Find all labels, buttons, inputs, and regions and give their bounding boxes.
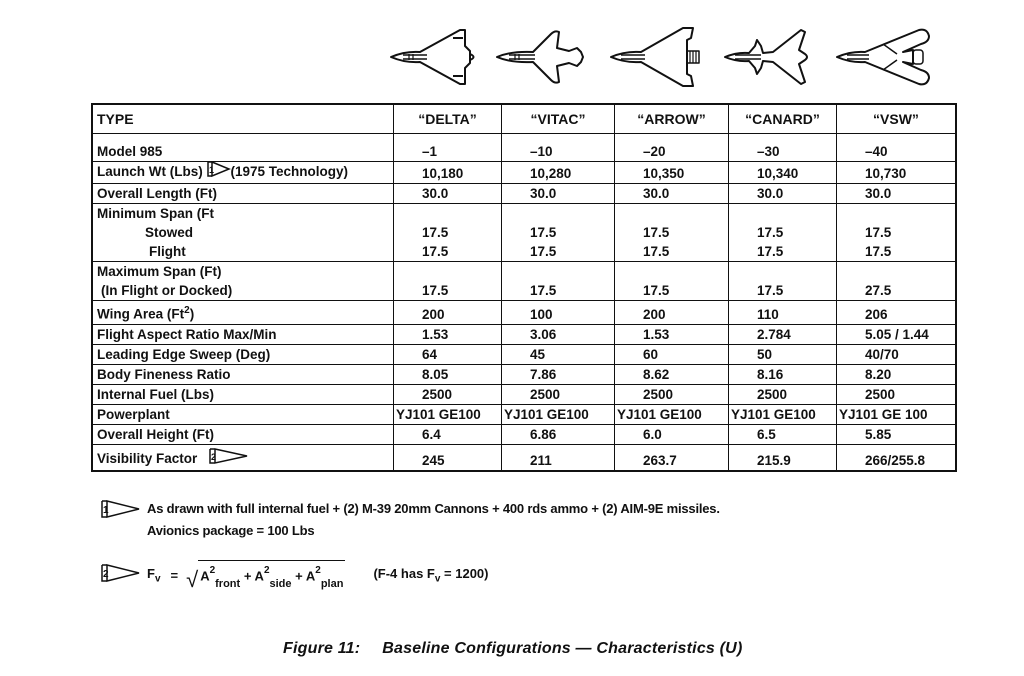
cell: 45 (502, 344, 615, 364)
delta-planform-icon (385, 26, 497, 88)
table-row-wing-area (92, 301, 956, 325)
header-vitac: “VITAC” (502, 104, 615, 134)
cell: YJ101 GE100 (729, 404, 837, 424)
cell: 17.5 17.5 (837, 204, 957, 262)
cell: 5.85 (837, 424, 957, 444)
cell: 8.16 (729, 364, 837, 384)
cell: 6.0 (615, 424, 729, 444)
cell: 206 (837, 301, 957, 325)
note-2-flag-icon (209, 448, 249, 469)
cell: 263.7 (615, 444, 729, 471)
cell: 266/255.8 (837, 444, 957, 471)
note-1-flag-icon (207, 161, 231, 182)
table-header-row (92, 104, 956, 134)
vitac-planform-icon (493, 26, 605, 88)
table-row-launch-wt (92, 162, 956, 184)
cell: 10,180 (394, 162, 502, 184)
row-label: Wing Area (Ft$^2$) (92, 301, 394, 325)
header-type: TYPE (92, 104, 394, 134)
cell: 30.0 (837, 184, 957, 204)
aircraft-planforms (385, 26, 965, 88)
launch-wt-suffix: (1975 Technology) (230, 164, 349, 180)
cell: 200 (615, 301, 729, 325)
cell: 3.06 (502, 324, 615, 344)
svg-text:2: 2 (211, 451, 217, 462)
cell: 8.20 (837, 364, 957, 384)
table-row-le-sweep (92, 344, 956, 364)
vsw-planform-icon (833, 26, 945, 88)
row-label (92, 162, 394, 184)
cell: –10 (502, 134, 615, 162)
radical-sign-icon: √ (186, 566, 199, 592)
cell: 17.5 17.5 (502, 204, 615, 262)
cell: 1.53 (394, 324, 502, 344)
row-label: Overall Length (Ft) (92, 184, 394, 204)
cell: 100 (502, 301, 615, 325)
table-row-powerplant (92, 404, 956, 424)
max-span-sub-label: (In Flight or Docked) (101, 283, 233, 298)
cell: 2500 (394, 384, 502, 404)
svg-text:1: 1 (208, 165, 214, 175)
svg-text:2: 2 (103, 568, 109, 580)
cell: 10,730 (837, 162, 957, 184)
header-delta: “DELTA” (394, 104, 502, 134)
characteristics-table (91, 103, 957, 472)
cell: 245 (394, 444, 502, 471)
header-vsw: “VSW” (837, 104, 957, 134)
cell: 30.0 (394, 184, 502, 204)
f4-comparison: (F-4 has $F_v = 1200$) (373, 566, 489, 585)
table-row-overall-height (92, 424, 956, 444)
cell: 2500 (837, 384, 957, 404)
cell: 6.86 (502, 424, 615, 444)
table-row-model (92, 134, 956, 162)
cell: 6.5 (729, 424, 837, 444)
cell: 215.9 (729, 444, 837, 471)
row-label: Leading Edge Sweep (Deg) (92, 344, 394, 364)
flight-label: Flight (149, 244, 186, 259)
min-span-label: Minimum Span (Ft (97, 206, 214, 221)
cell: 10,340 (729, 162, 837, 184)
cell: 30.0 (615, 184, 729, 204)
cell: 17.5 (394, 262, 502, 301)
cell: 211 (502, 444, 615, 471)
cell: 2.784 (729, 324, 837, 344)
header-canard: “CANARD” (729, 104, 837, 134)
cell: 17.5 17.5 (615, 204, 729, 262)
svg-text:1: 1 (103, 505, 109, 516)
cell: 2500 (502, 384, 615, 404)
cell: 27.5 (837, 262, 957, 301)
cell: YJ101 GE100 (502, 404, 615, 424)
cell: 200 (394, 301, 502, 325)
cell: 17.5 (729, 262, 837, 301)
row-label: Powerplant (92, 404, 394, 424)
cell: 8.05 (394, 364, 502, 384)
table-row-min-span (92, 204, 956, 262)
cell: 8.62 (615, 364, 729, 384)
cell: 1.53 (615, 324, 729, 344)
figure-number: Figure 11: (283, 640, 361, 657)
table-row-fineness (92, 364, 956, 384)
row-label (92, 262, 394, 301)
cell: 40/70 (837, 344, 957, 364)
cell: 17.5 (502, 262, 615, 301)
row-label: Body Fineness Ratio (92, 364, 394, 384)
figure-title: Baseline Configurations — Characteristics (U) (382, 640, 743, 657)
cell: 30.0 (729, 184, 837, 204)
figure-caption (283, 640, 742, 658)
cell: 7.86 (502, 364, 615, 384)
table-row-max-span (92, 262, 956, 301)
cell: YJ101 GE100 (615, 404, 729, 424)
row-label (92, 204, 394, 262)
cell: 17.5 (615, 262, 729, 301)
table-row-overall-length (92, 184, 956, 204)
fv-symbol: $F_v$ (147, 566, 161, 585)
header-arrow: “ARROW” (615, 104, 729, 134)
max-span-label: Maximum Span (Ft) (97, 264, 222, 279)
row-label: Flight Aspect Ratio Max/Min (92, 324, 394, 344)
cell: 17.5 17.5 (729, 204, 837, 262)
cell: 60 (615, 344, 729, 364)
cell: –40 (837, 134, 957, 162)
cell: 2500 (729, 384, 837, 404)
canard-planform-icon (721, 26, 833, 88)
row-label: Model 985 (92, 134, 394, 162)
note-2-flag-icon (101, 564, 141, 585)
note-1-flag-icon (101, 500, 141, 521)
cell: 2500 (615, 384, 729, 404)
row-label (92, 444, 394, 471)
arrow-planform-icon (607, 26, 719, 88)
launch-wt-label: Launch Wt (Lbs) (97, 164, 203, 180)
cell: YJ101 GE 100 (837, 404, 957, 424)
cell: 64 (394, 344, 502, 364)
visibility-label: Visibility Factor (97, 450, 198, 466)
stowed-label: Stowed (145, 225, 194, 240)
cell: YJ101 GE100 (394, 404, 502, 424)
footnote-1 (101, 498, 720, 542)
cell: 50 (729, 344, 837, 364)
cell: –20 (615, 134, 729, 162)
cell: 30.0 (502, 184, 615, 204)
cell: 10,350 (615, 162, 729, 184)
table-row-visibility (92, 444, 956, 471)
cell: –30 (729, 134, 837, 162)
row-label: Overall Height (Ft) (92, 424, 394, 444)
cell: 5.05 / 1.44 (837, 324, 957, 344)
table-row-internal-fuel (92, 384, 956, 404)
cell: 17.5 17.5 (394, 204, 502, 262)
equals-sign: = (170, 567, 179, 583)
cell: 6.4 (394, 424, 502, 444)
row-label: Internal Fuel (Lbs) (92, 384, 394, 404)
cell: 110 (729, 301, 837, 325)
table-row-aspect-ratio (92, 324, 956, 344)
cell: 10,280 (502, 162, 615, 184)
square-root-expression: √ $A^2_{front} + A^2_{side} + A^2_{plan}$ (186, 560, 345, 591)
footnote-1-line-1: As drawn with full internal fuel + (2) M-39 20mm Cannons + 400 rds ammo + (2) AIM-9E missiles. (147, 501, 720, 516)
cell: –1 (394, 134, 502, 162)
footnote-1-line-2: Avionics package = 100 Lbs (147, 523, 315, 538)
footnote-2-formula (101, 560, 489, 591)
